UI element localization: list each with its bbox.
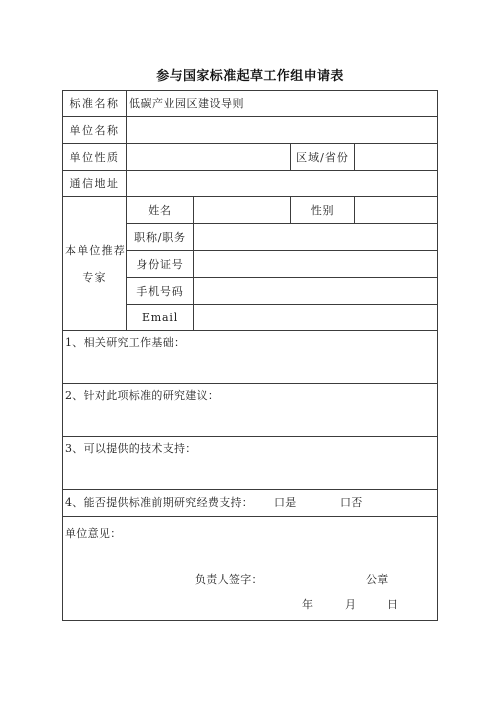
signature-label: 负责人签字：: [195, 572, 263, 586]
address-field[interactable]: [127, 171, 438, 197]
expert-gender-label: 性别: [291, 197, 355, 224]
region-label: 区域/省份: [291, 144, 355, 171]
org-opinion-field[interactable]: [63, 517, 438, 621]
tech-support-answer[interactable]: [65, 455, 435, 485]
row-address: [63, 171, 438, 197]
expert-phone-field[interactable]: [194, 278, 438, 305]
expert-name-field[interactable]: [194, 197, 291, 224]
research-basis-answer[interactable]: [65, 349, 435, 379]
expert-id-field[interactable]: [194, 251, 438, 278]
expert-section-label: [63, 197, 127, 331]
row-tech-support: [63, 437, 438, 490]
expert-gender-field[interactable]: [355, 197, 438, 224]
funding-cell: [63, 490, 438, 517]
address-label: 通信地址: [63, 171, 127, 197]
row-expert-name: [63, 197, 438, 224]
row-funding: [63, 490, 438, 517]
standard-name-field[interactable]: 低碳产业园区建设导则: [127, 91, 438, 117]
row-standard-name: [63, 91, 438, 117]
org-name-field[interactable]: [127, 117, 438, 144]
expert-email-label: Email: [127, 305, 194, 331]
expert-name-label: 姓名: [127, 197, 194, 224]
expert-email-field[interactable]: [194, 305, 438, 331]
standard-name-label: 标准名称: [63, 91, 127, 117]
expert-section-label-line2: 专家: [82, 270, 107, 284]
row-research-basis: [63, 331, 438, 384]
expert-section-label-line1: 本单位推荐: [65, 243, 126, 257]
research-basis-label: 1、相关研究工作基础：: [65, 335, 186, 349]
tech-support-cell: [63, 437, 438, 490]
row-org-name: [63, 117, 438, 144]
org-opinion-label: 单位意见：: [65, 526, 122, 540]
funding-no-checkbox[interactable]: 口否: [340, 496, 363, 509]
region-field[interactable]: [355, 144, 438, 171]
funding-line: [65, 490, 435, 516]
row-org-type: [63, 144, 438, 171]
funding-label: 4、能否提供标准前期研究经费支持：: [65, 496, 254, 509]
application-form-table: [62, 90, 438, 621]
org-type-field[interactable]: [127, 144, 291, 171]
row-org-opinion: [63, 517, 438, 621]
suggestions-label: 2、针对此项标准的研究建议：: [65, 388, 220, 402]
row-suggestions: [63, 384, 438, 437]
seal-label: 公章: [366, 572, 389, 586]
expert-title-label: 职称/职务: [127, 224, 194, 251]
expert-title-field[interactable]: [194, 224, 438, 251]
funding-yes-checkbox[interactable]: 口是: [274, 496, 297, 509]
tech-support-label: 3、可以提供的技术支持：: [65, 441, 197, 455]
expert-id-label: 身份证号: [127, 251, 194, 278]
expert-phone-label: 手机号码: [127, 278, 194, 305]
form-title: 参与国家标准起草工作组申请表: [156, 69, 344, 84]
date-month-label: 月: [345, 597, 357, 611]
suggestions-answer[interactable]: [65, 402, 435, 432]
date-year-label: 年: [302, 597, 314, 611]
org-type-label: 单位性质: [63, 144, 127, 171]
org-name-label: 单位名称: [63, 117, 127, 144]
research-basis-cell: [63, 331, 438, 384]
org-opinion-area: [65, 519, 435, 619]
suggestions-cell: [63, 384, 438, 437]
date-day-label: 日: [387, 597, 399, 611]
